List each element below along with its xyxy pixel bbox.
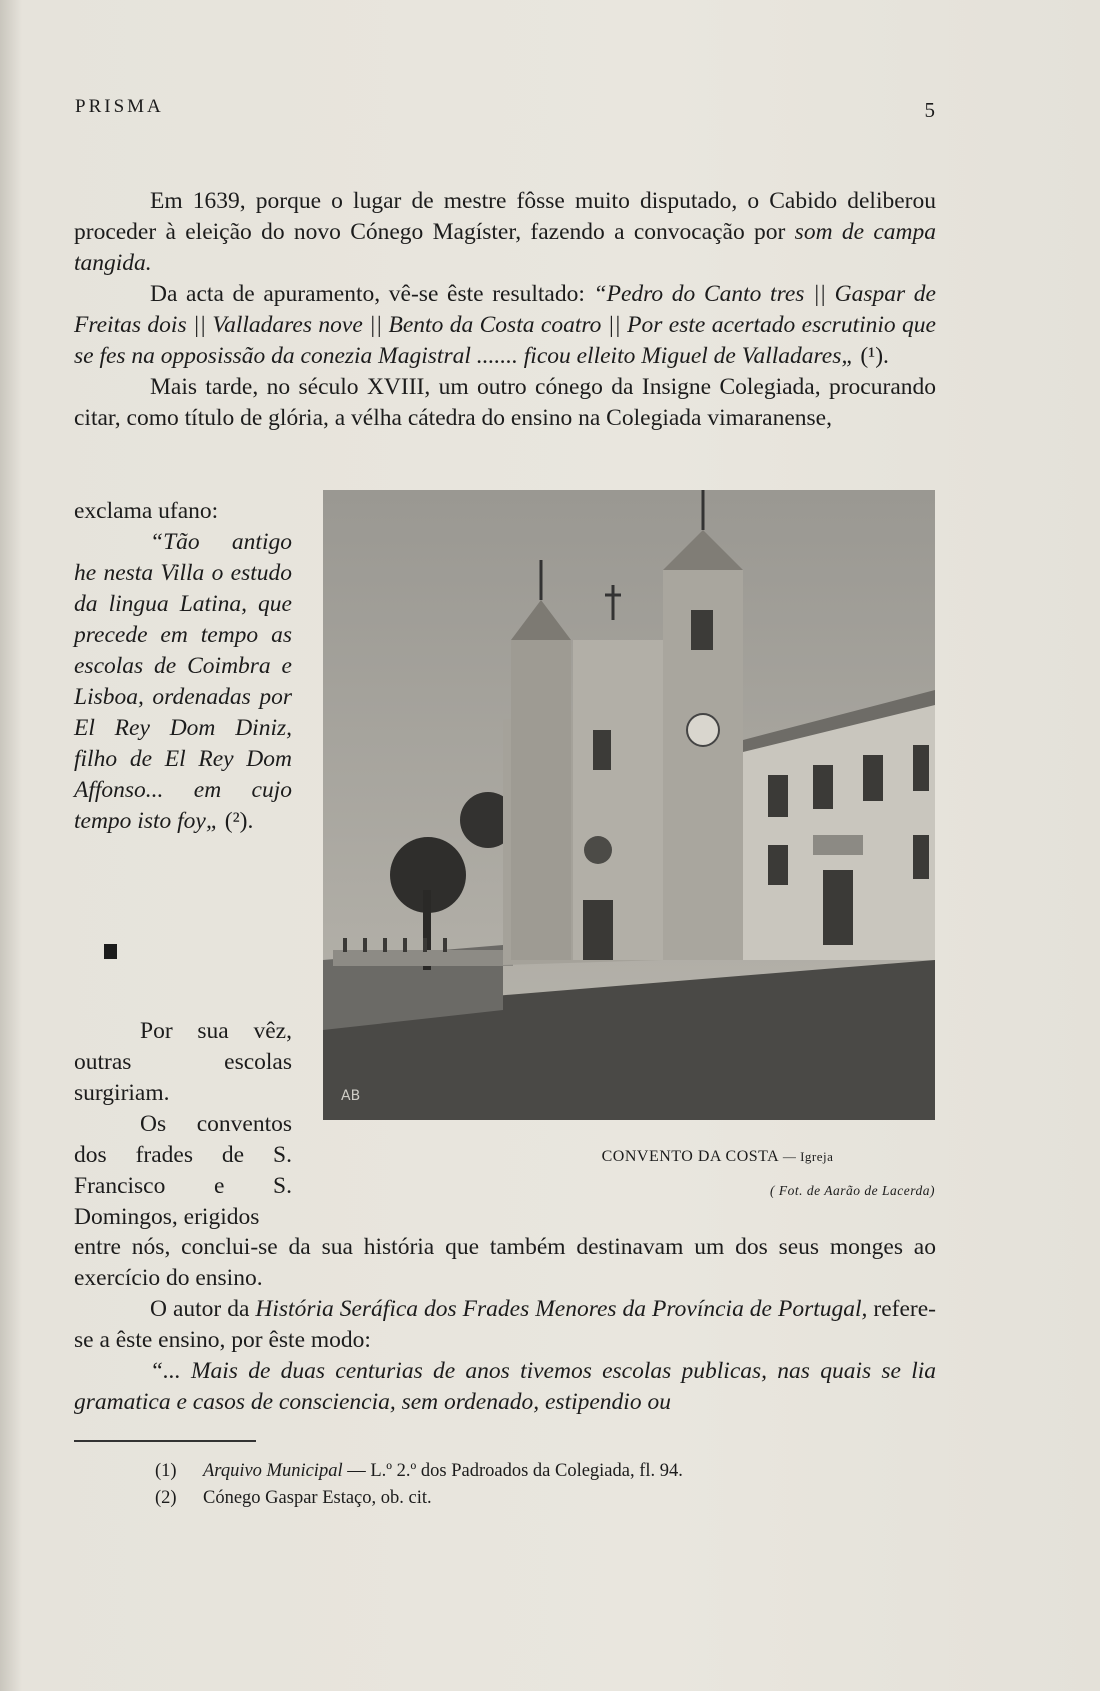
footnote-number: (1) bbox=[155, 1461, 177, 1481]
footnote-ref-2: (²). bbox=[218, 808, 254, 834]
paragraph-1-text: Em 1639, porque o lugar de mestre fôsse muito disputado, o Cabido deliberou proceder à eleição do novo Cónego Magíster, fazendo a convocação por bbox=[74, 188, 936, 245]
wrap-column-text bbox=[74, 1016, 292, 1233]
paragraph-6-a: O autor da bbox=[150, 1296, 256, 1322]
paragraph-1 bbox=[74, 186, 936, 279]
figure-caption bbox=[500, 1148, 935, 1166]
caption-main: CONVENTO DA COSTA bbox=[601, 1148, 779, 1165]
paragraph-4: Por sua vêz, outras escolas surgiriam. bbox=[74, 1018, 292, 1106]
body-text-top bbox=[74, 186, 936, 434]
svg-text:AB: AB bbox=[341, 1088, 361, 1104]
section-bullet bbox=[104, 944, 117, 959]
footnote-text: Cónego Gaspar Estaço, ob. cit. bbox=[203, 1488, 432, 1508]
footnote-text: — L.º 2.º dos Padroados da Colegiada, fl. 94. bbox=[342, 1461, 683, 1481]
paragraph-7-quote: “... Mais de duas centurias de anos tivemos escolas publicas, nas quais se lia gramatica e casos de consciencia, sem ordenado, estipendio ou bbox=[74, 1358, 936, 1415]
footnote-italic: Arquivo Municipal bbox=[203, 1461, 343, 1481]
church-illustration bbox=[323, 490, 935, 1120]
caption-sub: — Igreja bbox=[782, 1149, 834, 1164]
paragraph-3-continuation: exclama ufano: bbox=[74, 498, 219, 524]
paragraph-1-italic: som de campa tangida. bbox=[74, 219, 936, 276]
quote-2 bbox=[74, 527, 292, 837]
page-header bbox=[75, 96, 935, 126]
footnote-ref-1: (¹). bbox=[854, 343, 889, 369]
footnote-number: (2) bbox=[155, 1488, 177, 1508]
photo-credit: ( Fot. de Aarão de Lacerda) bbox=[770, 1183, 935, 1198]
quote-2-text: “Tão antigo he nesta Villa o estudo da lingua Latina, que precede em tempo as escolas de Coimbra e Lisboa, ordenadas por El Rey Dom Diniz, filho de El Rey Dom Affonso... em cujo tempo isto foy„ bbox=[74, 529, 292, 834]
paragraph-2-intro: Da acta de apuramento, vê-se êste resultado: bbox=[150, 281, 594, 307]
footnotes bbox=[155, 1458, 683, 1512]
body-text-bottom bbox=[74, 1232, 936, 1418]
church-photo bbox=[323, 490, 935, 1120]
paragraph-6-b: refere-se a êste ensino, por êste modo: bbox=[74, 1296, 936, 1353]
paragraph-3: Mais tarde, no século XVIII, um outro cónego da Insigne Colegiada, procurando citar, como título de glória, a vélha cátedra do ensino na Colegiada vimaranense, bbox=[74, 374, 936, 431]
running-title: PRISMA bbox=[75, 96, 164, 117]
footnote-2 bbox=[155, 1485, 683, 1512]
footnote-divider bbox=[74, 1440, 256, 1442]
paragraph-5-start: Os conventos dos frades de S. Francisco e S. Domingos, erigidos bbox=[74, 1111, 292, 1230]
paragraph-2-quote: “Pedro do Canto tres || Gaspar de Freitas dois || Valladares nove || Bento da Costa coatro || Por este acertado escrutinio que se fes na opposissão da conezia Magistral ....... ficou elleito Miguel de Valladares„ bbox=[74, 281, 936, 369]
wrap-column-quote bbox=[74, 496, 292, 837]
book-title: História Seráfica dos Frades Menores da Província de Portugal, bbox=[255, 1296, 868, 1322]
paragraph-2 bbox=[74, 279, 936, 372]
paragraph-5-end: entre nós, conclui-se da sua história que também destinavam um dos seus monges ao exercício do ensino. bbox=[74, 1234, 936, 1291]
footnote-1 bbox=[155, 1458, 683, 1485]
paragraph-6 bbox=[74, 1294, 936, 1356]
page-number: 5 bbox=[924, 98, 935, 122]
